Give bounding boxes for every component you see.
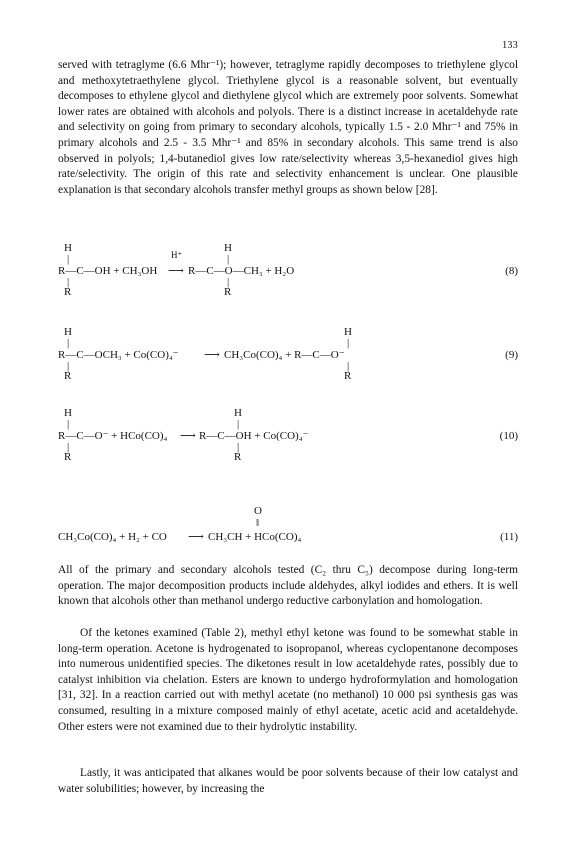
r8-bond-bottom-right: | (227, 276, 230, 288)
r8-arrow: ⟶ (168, 265, 184, 277)
r10-r-right: R (234, 451, 242, 463)
r11-number: (11) (500, 531, 518, 543)
reaction-11 (58, 505, 518, 549)
r9-h-left: H (64, 326, 72, 338)
r9-main-left: R—C—OCH₃ + Co(CO)₄⁻ (58, 349, 179, 361)
reaction-8 (58, 242, 518, 304)
r9-bond-top-right: | (347, 337, 350, 349)
reaction-10 (58, 407, 518, 469)
r10-bond-bottom-right: | (237, 441, 240, 453)
r8-bond-top-left: | (67, 253, 70, 265)
r9-bond-bottom-left: | (67, 360, 70, 372)
r8-bond-top-right: | (227, 253, 230, 265)
r9-number: (9) (505, 349, 518, 361)
r8-r-right: R (224, 286, 232, 298)
paragraph-1: served with tetraglyme (6.6 Mhr⁻¹); however, tetraglyme rapidly decomposes to triethylene glycol and methoxytetraethylene glycol. Triethylene glycol is a reasonable solvent, but eventually decomposes to ethylene glycol and diethylene glycol which are extremely poor solvents. Somewhat lower rates are obtained with alcohols and polyols. There is a distinct increase in acetaldehyde rate and selectivity on going from primary to secondary alcohols, typically 1.5 - 2.0 Mhr⁻¹ and 75% in primary alcohols and 2.5 - 3.5 Mhr⁻¹ and 85% in secondary alcohols. This same trend is also observed in polyols; 1,4-butanediol gives low rate/selectivity whereas 3,5-hexanediol gives high rate/selectivity. The origin of this rate and selectivity enhancement is unclear. One plausible explanation is that secondary alcohols transfer methyl groups as shown below [28]. (58, 59, 518, 196)
r9-h-right: H (344, 326, 352, 338)
r8-r-left: R (64, 286, 72, 298)
reaction-9 (58, 326, 518, 388)
r8-h-left: H (64, 242, 72, 254)
r8-catalyst: H⁺ (171, 250, 183, 260)
r9-main-right: CH₃Co(CO)₄ + R—C—O⁻ (224, 349, 345, 361)
r10-main-right: R—C—OH + Co(CO)₄⁻ (199, 430, 309, 442)
r10-bond-bottom-left: | (67, 441, 70, 453)
r10-number: (10) (499, 430, 518, 442)
r9-r-left: R (64, 370, 72, 382)
r11-oxygen: O (254, 505, 262, 517)
page-number: 133 (502, 40, 518, 51)
r10-h-right: H (234, 407, 242, 419)
r8-main-right: R—C—O—CH₃ + H₂O (188, 265, 295, 277)
r8-h-right: H (224, 242, 232, 254)
r10-main-left: R—C—O⁻ + HCo(CO)₄ (58, 430, 168, 442)
r10-bond-top-left: | (67, 418, 70, 430)
r8-bond-bottom-left: | (67, 276, 70, 288)
r10-r-left: R (64, 451, 72, 463)
r9-bond-top-left: | (67, 337, 70, 349)
r11-main-right: CH₃CH + HCo(CO)₄ (208, 531, 302, 543)
r9-r-right: R (344, 370, 352, 382)
r11-double-bond: ‖ (256, 517, 260, 529)
r11-main-left: CH₃Co(CO)₄ + H₂ + CO (58, 531, 167, 543)
r10-bond-top-right: | (237, 418, 240, 430)
r10-h-left: H (64, 407, 72, 419)
r10-arrow: ⟶ (180, 430, 196, 442)
r8-main-left: R—C—OH + CH₃OH (58, 265, 158, 277)
r9-arrow: ⟶ (204, 349, 220, 361)
paragraph-3: Of the ketones examined (Table 2), methyl ethyl ketone was found to be somewhat stable in long-term operation. Acetone is hydrogenated to isopropanol, whereas cyclopentanone decomposes into numerous unidentified species. The diketones result in low acetaldehyde rates, possibly due to catalyst inhibition via chelation. Esters are known to undergo hydroformylation and homologation [31, 32]. In a reaction carried out with methyl acetate (no methanol) 10 000 psi synthesis gas was consumed, resulting in a mixture composed mainly of ethyl acetate, acetic acid and acetaldehyde. Other esters were not examined due to their hydrolytic instability. (58, 627, 518, 733)
paragraph-4: Lastly, it was anticipated that alkanes would be poor solvents because of their low catalyst and water solubilities; however, by increasing the (58, 767, 518, 795)
r11-arrow: ⟶ (188, 531, 204, 543)
paragraph-2: All of the primary and secondary alcohols tested (C₂ thru C₅) decompose during long-term operation. The major decomposition products include aldehydes, alkyl iodides and ethers. It is well known that alcohols other than methanol undergo reductive carbonylation and homologation. (58, 564, 518, 608)
r8-number: (8) (505, 265, 518, 277)
r9-bond-bottom-right: | (347, 360, 350, 372)
